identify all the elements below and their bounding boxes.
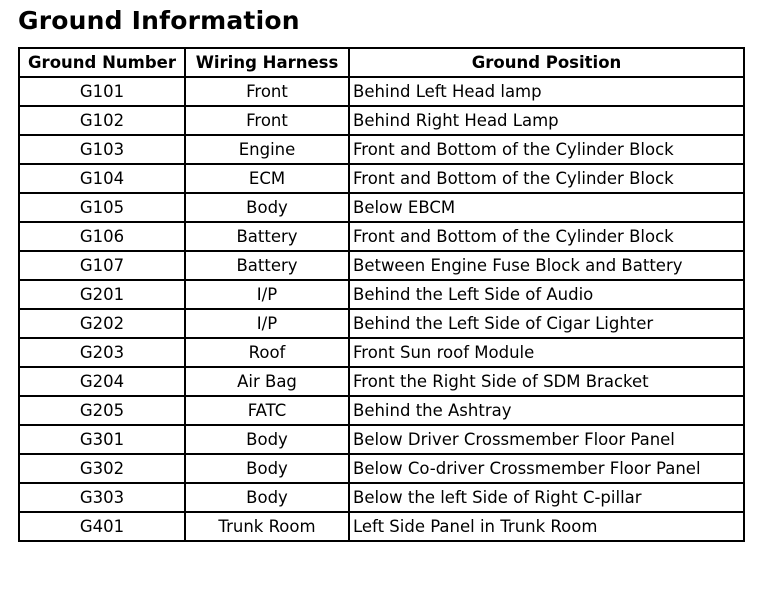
table-row	[19, 164, 744, 193]
wiring-harness-cell: Front	[185, 77, 349, 106]
ground-position-cell: Left Side Panel in Trunk Room	[349, 512, 744, 541]
ground-position-cell: Front and Bottom of the Cylinder Block	[349, 222, 744, 251]
table-row	[19, 309, 744, 338]
wiring-harness-cell: I/P	[185, 309, 349, 338]
wiring-harness-cell: ECM	[185, 164, 349, 193]
ground-number-cell: G203	[19, 338, 185, 367]
wiring-harness-cell: Body	[185, 425, 349, 454]
header-row	[19, 48, 744, 77]
table-row	[19, 251, 744, 280]
wiring-harness-cell: Trunk Room	[185, 512, 349, 541]
table-row	[19, 396, 744, 425]
table-row	[19, 483, 744, 512]
ground-number-cell: G102	[19, 106, 185, 135]
ground-number-cell: G301	[19, 425, 185, 454]
ground-position-cell: Behind Right Head Lamp	[349, 106, 744, 135]
ground-position-cell: Front the Right Side of SDM Bracket	[349, 367, 744, 396]
ground-position-cell: Below the left Side of Right C-pillar	[349, 483, 744, 512]
header-ground-number: Ground Number	[19, 48, 185, 77]
ground-position-cell: Behind the Left Side of Audio	[349, 280, 744, 309]
ground-number-cell: G303	[19, 483, 185, 512]
wiring-harness-cell: Front	[185, 106, 349, 135]
ground-position-cell: Between Engine Fuse Block and Battery	[349, 251, 744, 280]
ground-position-cell: Front and Bottom of the Cylinder Block	[349, 135, 744, 164]
wiring-harness-cell: Roof	[185, 338, 349, 367]
wiring-harness-cell: Air Bag	[185, 367, 349, 396]
ground-number-cell: G101	[19, 77, 185, 106]
header-ground-position: Ground Position	[349, 48, 744, 77]
ground-position-cell: Front and Bottom of the Cylinder Block	[349, 164, 744, 193]
table-row	[19, 106, 744, 135]
wiring-harness-cell: Body	[185, 454, 349, 483]
page-title: Ground Information	[18, 6, 300, 35]
table-row	[19, 425, 744, 454]
ground-position-cell: Behind the Left Side of Cigar Lighter	[349, 309, 744, 338]
wiring-harness-cell: Body	[185, 193, 349, 222]
ground-position-cell: Front Sun roof Module	[349, 338, 744, 367]
table-row	[19, 135, 744, 164]
ground-number-cell: G204	[19, 367, 185, 396]
table-row	[19, 454, 744, 483]
ground-number-cell: G202	[19, 309, 185, 338]
table-row	[19, 77, 744, 106]
wiring-harness-cell: Engine	[185, 135, 349, 164]
wiring-harness-cell: Body	[185, 483, 349, 512]
ground-position-cell: Below Co-driver Crossmember Floor Panel	[349, 454, 744, 483]
table-row	[19, 193, 744, 222]
ground-information-table	[18, 47, 745, 542]
ground-number-cell: G302	[19, 454, 185, 483]
ground-number-cell: G401	[19, 512, 185, 541]
wiring-harness-cell: Battery	[185, 222, 349, 251]
table-row	[19, 338, 744, 367]
ground-number-cell: G103	[19, 135, 185, 164]
ground-number-cell: G104	[19, 164, 185, 193]
table-header	[19, 48, 744, 77]
table-body	[19, 77, 744, 541]
header-wiring-harness: Wiring Harness	[185, 48, 349, 77]
table-row	[19, 280, 744, 309]
wiring-harness-cell: I/P	[185, 280, 349, 309]
table-row	[19, 512, 744, 541]
ground-number-cell: G201	[19, 280, 185, 309]
table-row	[19, 367, 744, 396]
ground-position-cell: Behind Left Head lamp	[349, 77, 744, 106]
ground-number-cell: G205	[19, 396, 185, 425]
ground-number-cell: G106	[19, 222, 185, 251]
table-row	[19, 222, 744, 251]
ground-position-cell: Behind the Ashtray	[349, 396, 744, 425]
ground-number-cell: G107	[19, 251, 185, 280]
ground-position-cell: Below EBCM	[349, 193, 744, 222]
ground-number-cell: G105	[19, 193, 185, 222]
ground-position-cell: Below Driver Crossmember Floor Panel	[349, 425, 744, 454]
wiring-harness-cell: FATC	[185, 396, 349, 425]
wiring-harness-cell: Battery	[185, 251, 349, 280]
